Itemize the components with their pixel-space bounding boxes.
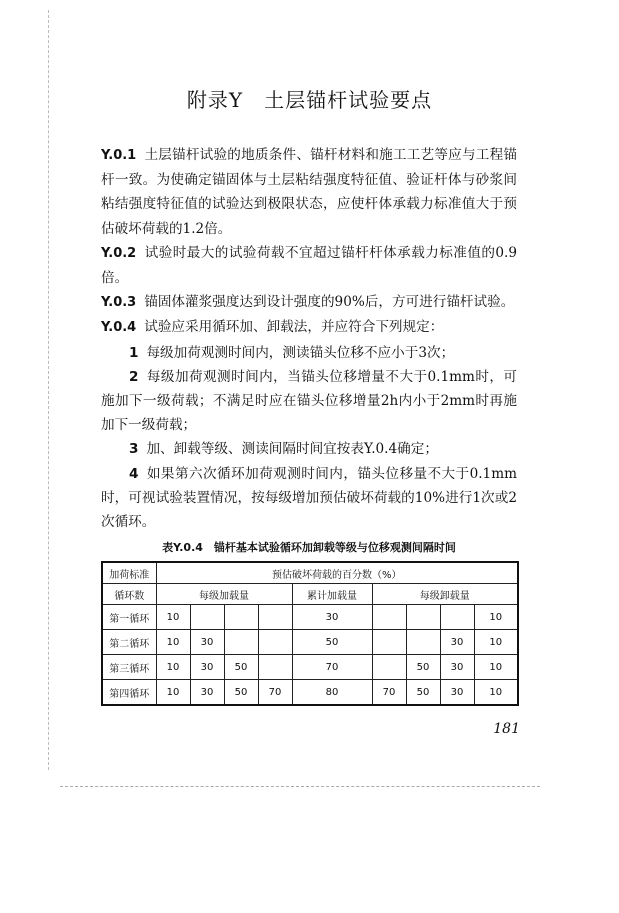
table-row <box>102 655 518 680</box>
table-cell: 50 <box>406 680 440 706</box>
header-cumulative-load: 累计加载量 <box>292 584 372 605</box>
item-text: 每级加荷观测时间内，当锚头位移增量不大于0.1mm时，可施加下一级荷载；不满足时应在锚头位移增量2h内小于2mm时再施加下一级荷载； <box>101 368 517 434</box>
table-cell: 30 <box>190 655 224 680</box>
table-cell <box>258 655 292 680</box>
item-text: 如果第六次循环加荷观测时间内，锚头位移量不大于0.1mm时，可视试验装置情况，按每级增加预估破坏荷载的10%进行1次或2次循环。 <box>101 465 517 531</box>
clause-y01 <box>101 143 517 241</box>
table-cell: 70 <box>292 655 372 680</box>
table-cell <box>372 630 406 655</box>
scan-bottom-line <box>60 786 540 788</box>
clause-number: Y.0.3 <box>101 295 137 311</box>
clause-text: 试验应采用循环加、卸载法，并应符合下列规定： <box>144 319 444 336</box>
table-cell <box>258 630 292 655</box>
table-cell: 10 <box>156 605 190 630</box>
table-cell: 10 <box>474 630 518 655</box>
table-row <box>102 605 518 630</box>
header-per-step-load: 每级加载量 <box>156 584 292 605</box>
list-item <box>101 437 517 461</box>
table-cell: 50 <box>224 680 258 706</box>
appendix-title: 附录Y 土层锚杆试验要点 <box>186 88 433 112</box>
item-number: 4 <box>129 465 139 482</box>
page-number: 181 <box>493 721 520 737</box>
clause-text: 锚固体灌浆强度达到设计强度的90%后，方可进行锚杆试验。 <box>144 294 515 311</box>
table-cell: 80 <box>292 680 372 706</box>
table-header-row <box>102 562 518 584</box>
table-cell: 30 <box>440 655 474 680</box>
list-item <box>101 365 517 438</box>
table-cell: 10 <box>156 630 190 655</box>
list-item <box>101 341 517 365</box>
clause-number: Y.0.1 <box>101 148 137 163</box>
table-cell: 70 <box>258 680 292 706</box>
table-cell: 30 <box>190 630 224 655</box>
row-label: 第一循环 <box>102 605 156 630</box>
header-per-step-unload: 每级卸载量 <box>372 584 518 605</box>
table-cell: 10 <box>156 655 190 680</box>
table-cell: 30 <box>190 680 224 706</box>
table-cell <box>190 605 224 630</box>
table-cell: 10 <box>474 680 518 706</box>
table-cell <box>372 605 406 630</box>
item-number: 3 <box>129 441 139 458</box>
clause-y03 <box>101 290 517 315</box>
table-cell: 50 <box>406 655 440 680</box>
row-label: 第四循环 <box>102 680 156 706</box>
clause-y04 <box>101 315 517 340</box>
row-header-line2: 循环数 <box>102 584 156 605</box>
clause-number: Y.0.4 <box>101 320 137 336</box>
body-text <box>101 143 517 534</box>
clause-text: 土层锚杆试验的地质条件、锚杆材料和施工工艺等应与工程锚杆一致。为使确定锚固体与土层粘结强度特征值、验证杆体与砂浆间粘结强度特征值的试验达到极限状态，应使杆体承载力标准值大于预估破坏荷载的1.2倍。 <box>101 147 517 237</box>
table-cell <box>440 605 474 630</box>
item-number: 1 <box>129 344 139 361</box>
row-header-line1: 加荷标准 <box>102 562 156 584</box>
table-cell: 50 <box>224 655 258 680</box>
item-number: 2 <box>129 368 139 385</box>
table-row <box>102 630 518 655</box>
table-subheader-row <box>102 584 518 605</box>
clause-text: 试验时最大的试验荷载不宜超过锚杆杆体承载力标准值的0.9倍。 <box>101 244 517 287</box>
item-text: 每级加荷观测时间内，测读锚头位移不应小于3次； <box>146 344 455 361</box>
list-item <box>101 462 517 535</box>
scan-edge-line <box>48 10 50 770</box>
table-cell: 10 <box>474 605 518 630</box>
table-cell <box>372 655 406 680</box>
table-cell: 10 <box>474 655 518 680</box>
table-cell: 30 <box>440 630 474 655</box>
clause-number: Y.0.2 <box>101 245 137 261</box>
table-cell: 10 <box>156 680 190 706</box>
table-cell <box>258 605 292 630</box>
table-cell <box>406 605 440 630</box>
group-header: 预估破坏荷载的百分数（%） <box>156 562 518 584</box>
table-cell <box>224 630 258 655</box>
table-cell: 30 <box>292 605 372 630</box>
table-row <box>102 680 518 706</box>
table-cell: 50 <box>292 630 372 655</box>
row-label: 第三循环 <box>102 655 156 680</box>
load-cycle-table <box>101 561 517 706</box>
table-cell: 70 <box>372 680 406 706</box>
item-text: 加、卸载等级、测读间隔时间宜按表Y.0.4确定； <box>146 441 438 458</box>
row-label: 第二循环 <box>102 630 156 655</box>
table-caption: 表Y.0.4 锚杆基本试验循环加卸载等级与位移观测间隔时间 <box>162 541 456 554</box>
table-cell <box>224 605 258 630</box>
table-cell <box>406 630 440 655</box>
clause-y02 <box>101 241 517 290</box>
table-cell: 30 <box>440 680 474 706</box>
